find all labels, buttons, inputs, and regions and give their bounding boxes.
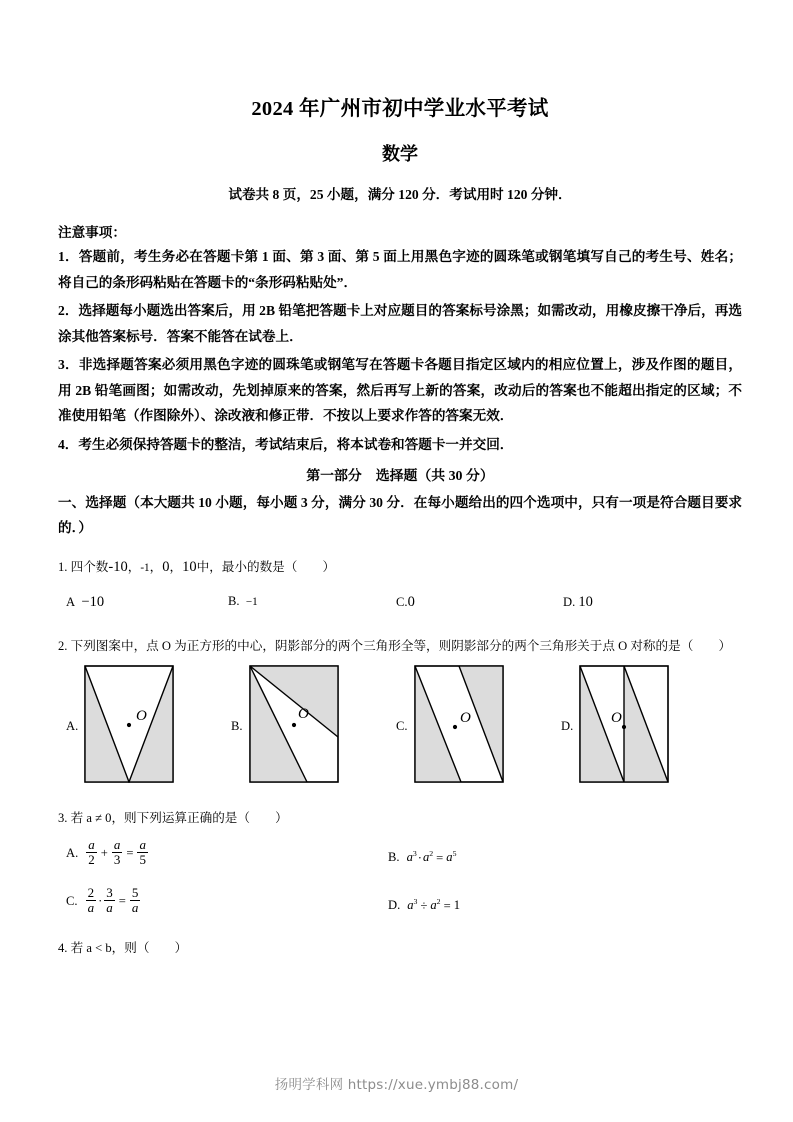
question-3-number: 3. [58, 811, 68, 826]
part-one-heading: 第一部分 选择题（共 30 分） [306, 468, 494, 484]
question-3 [58, 807, 742, 829]
exam-meta: 试卷共 8 页，25 小题，满分 120 分．考试用时 120 分钟． [228, 187, 572, 203]
square-split-halves-icon [579, 665, 669, 783]
question-4-stem: 若 a < b，则（ ） [70, 941, 188, 956]
option-3-d[interactable]: D. $a^3 \div a^2 = 1$ [388, 897, 460, 914]
option-1-c[interactable]: C.0 [396, 594, 415, 611]
figure-option-c[interactable] [396, 665, 504, 783]
option-1-b[interactable]: B. −1 [228, 594, 258, 609]
option-3-b-expr: $a^3\cdot a^2 = a^5$ [406, 849, 457, 866]
option-1-a[interactable]: A −10 [66, 594, 105, 611]
square-v-shape-icon [84, 665, 174, 783]
subject-title: 数学 [382, 143, 418, 164]
figure-option-b[interactable] [231, 665, 339, 783]
figure-c-label: C. [396, 718, 408, 733]
notice-item-1: 1．答题前，考生务必在答题卡第 1 面、第 3 面、第 5 面上用黑色字迹的圆珠笔或钢笔填写自己的考生号、姓名；将自己的条形码粘贴在答题卡的“条形码粘贴处”． [58, 249, 742, 290]
footer-watermark: 扬明学科网 https://xue.ymbj88.com/ [274, 1077, 519, 1093]
option-3-b[interactable]: B. $a^3\cdot a^2 = a^5$ [388, 849, 457, 866]
figure-d-label: D. [561, 718, 574, 733]
notice-item-2: 2．选择题每小题选出答案后，用 2B 铅笔把答题卡上对应题目的答案标号涂黑；如需改动，用橡皮擦干净后，再选涂其他答案标号．答案不能答在试卷上． [58, 303, 742, 344]
question-4 [58, 937, 742, 959]
svg-text:O: O [297, 706, 309, 723]
square-corner-fan-icon [249, 665, 339, 783]
svg-text:O: O [136, 708, 148, 725]
notice-item-3: 3．非选择题答案必须用黑色字迹的圆珠笔或钢笔写在答题卡各题目指定区域内的相应位置上，涉及作图的题目，用 2B 铅笔画图；如需改动，先划掉原来的答案，然后再写上新的答案，改动后的答案也不能超出指定的区域；不准使用铅笔（作图除外）、涂改液和修正带．不按以上要求作答的答案无效． [58, 357, 742, 424]
question-1-stem: 1. 四个数-10，-1，0，10中，最小的数是（ ） [58, 558, 336, 575]
part-one-intro: 一、选择题（本大题共 10 小题，每小题 3 分，满分 30 分．在每小题给出的四个选项中，只有一项是符合题目要求的．） [58, 494, 742, 536]
figure-a-label: A. [66, 718, 79, 733]
svg-text:O: O [611, 710, 623, 727]
question-2-number: 2. [58, 639, 68, 654]
option-3-c[interactable]: C. $\frac{2}{a}$ · $\frac{3}{a}$ = $\frac{5}{a}$ [66, 887, 141, 915]
question-4-number: 4. [58, 941, 68, 956]
page-content [58, 0, 742, 959]
question-2 [58, 634, 742, 659]
option-3-c-expr: $\frac{2}{a}$ · $\frac{3}{a}$ = $\frac{5}{a}$ [87, 885, 139, 915]
svg-text:O: O [459, 710, 471, 727]
question-2-figures [58, 665, 742, 793]
figure-b-label: B. [231, 718, 243, 733]
option-3-a-expr: $\frac{a}{2}$ + $\frac{a}{3}$ = $\frac{a}{5}$ [88, 837, 146, 867]
question-3-options [58, 839, 742, 935]
question-2-stem: 下列图案中，点 O 为正方形的中心，阴影部分的两个三角形全等，则阴影部分的两个三角形关于点 O 对称的是（ ） [70, 639, 732, 654]
figure-option-a[interactable] [66, 665, 174, 783]
question-1-options [58, 594, 742, 620]
question-3-stem: 若 a ≠ 0，则下列运算正确的是（ ） [70, 811, 288, 826]
notice-item-4: 4．考生必须保持答题卡的整洁，考试结束后，将本试卷和答题卡一并交回． [58, 437, 514, 452]
page-title: 2024 年广州市初中学业水平考试 [251, 98, 549, 120]
figure-option-d[interactable] [561, 665, 669, 783]
question-1-number: 1. [58, 559, 68, 574]
square-diagonal-band-icon [414, 665, 504, 783]
notice-heading: 注意事项： [58, 224, 126, 240]
option-1-d[interactable]: D. 10 [563, 594, 593, 611]
question-1 [58, 555, 742, 580]
option-3-d-expr: $a^3 \div a^2 = 1$ [407, 897, 460, 914]
option-3-a[interactable]: A. $\frac{a}{2}$ + $\frac{a}{3}$ = $\frac{a}{5}$ [66, 839, 149, 867]
